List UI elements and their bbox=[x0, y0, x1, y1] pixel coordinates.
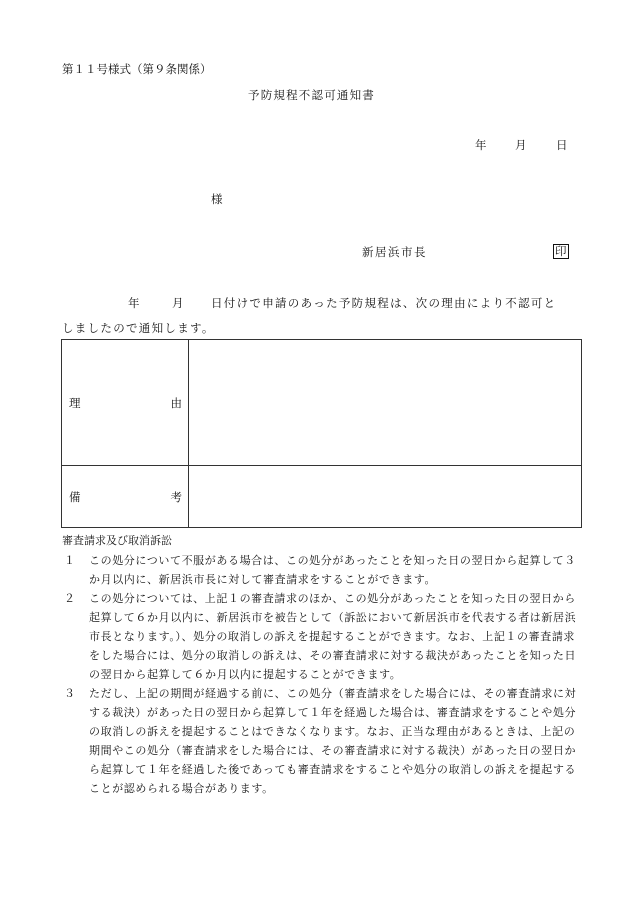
notes-heading: 審査請求及び取消訴訟 bbox=[62, 534, 172, 547]
notes-item-text: この処分については、上記１の審査請求のほか、この処分があったことを知った日の翌日から起算して６か月以内に、新居浜市を被告として（訴訟において新居浜市を代表する者は新居浜市長となります。）、処分の取消しの訴えを提起することができます。なお、上記１の審査請求をした場合には、処分の取消しの訴えは、その審査請求に対する裁決があったことを知った日の翌日から起算して６か月以内に提起することができます。 bbox=[89, 592, 577, 681]
reason-label-left: 理 bbox=[69, 395, 81, 410]
seal-mark: 印 bbox=[555, 244, 567, 258]
remarks-label-right: 考 bbox=[170, 489, 182, 504]
document-title: 予防規程不認可通知書 bbox=[248, 88, 375, 102]
reason-label-cell bbox=[62, 340, 189, 466]
appeal-notes bbox=[62, 531, 584, 798]
date-month-label: 月 bbox=[515, 138, 527, 152]
issuer-name: 新居浜市長 bbox=[362, 245, 427, 259]
remarks-label-cell bbox=[62, 466, 189, 528]
table-row-remarks bbox=[62, 466, 582, 528]
remarks-label-left: 備 bbox=[69, 489, 81, 504]
body-month-label: 月 bbox=[172, 296, 184, 310]
body-year-label: 年 bbox=[128, 296, 140, 310]
reason-table bbox=[61, 339, 582, 528]
notes-item bbox=[62, 684, 584, 798]
date-year-label: 年 bbox=[475, 138, 487, 152]
table-row-reason bbox=[62, 340, 582, 466]
notes-item-number: ２ bbox=[64, 592, 76, 605]
notes-item bbox=[62, 589, 584, 684]
notes-item-number: １ bbox=[64, 554, 76, 567]
date-day-label: 日 bbox=[556, 138, 568, 152]
form-number: 第１１号様式（第９条関係） bbox=[62, 62, 212, 76]
body-text-line1: 日付けで申請のあった予防規程は、次の理由により不認可と bbox=[211, 296, 557, 310]
reason-value-cell bbox=[189, 340, 582, 466]
addressee-suffix: 様 bbox=[211, 192, 223, 206]
notes-item-number: ３ bbox=[64, 687, 76, 700]
body-text-line2: しましたので通知します。 bbox=[62, 321, 215, 335]
notes-item bbox=[62, 551, 584, 589]
notes-item-text: この処分について不服がある場合は、この処分があったことを知った日の翌日から起算して３か月以内に、新居浜市長に対して審査請求をすることができます。 bbox=[89, 554, 576, 586]
notes-item-text: ただし、上記の期間が経過する前に、この処分（審査請求をした場合には、その審査請求に対する裁決）があった日の翌日から起算して１年を経過した場合は、審査請求をすることや処分の取消しの訴えを提起することはできなくなります。なお、正当な理由があるときは、上記の期間やこの処分（審査請求をした場合には、その審査請求に対する裁決）があった日の翌日から起算して１年を経過した後であっても審査請求をすることや処分の取消しの訴えを提起することが認められる場合があります。 bbox=[89, 687, 577, 795]
remarks-value-cell bbox=[189, 466, 582, 528]
reason-label-right: 由 bbox=[170, 395, 182, 410]
